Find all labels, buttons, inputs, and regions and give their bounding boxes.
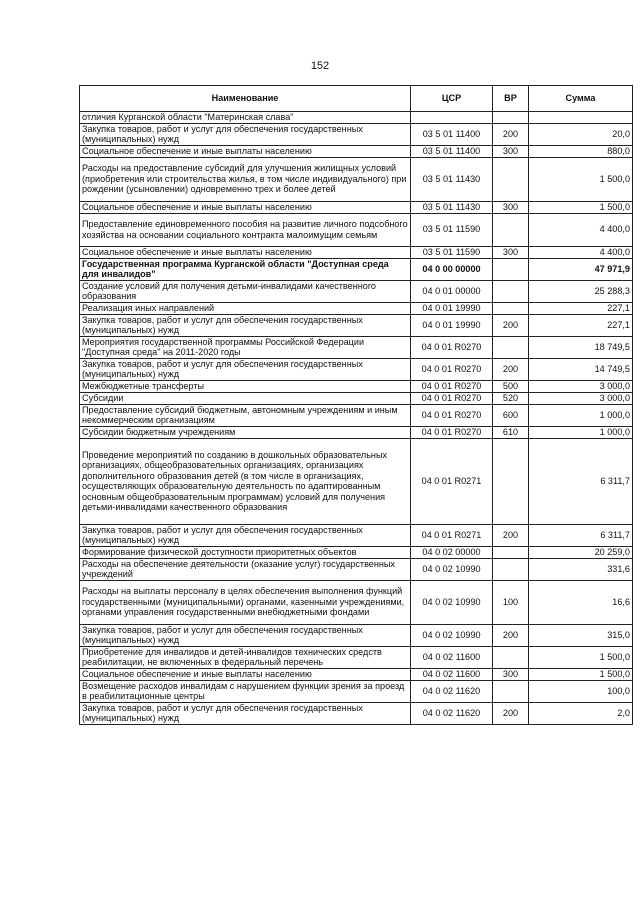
table-row (80, 426, 633, 438)
table-header-row (80, 86, 633, 112)
row-name-cell: Закупка товаров, работ и услуг для обеспечения государственных (муниципальных) нужд (80, 524, 411, 546)
row-vr-cell: 300 (493, 201, 529, 213)
row-sum-cell: 100,0 (529, 680, 633, 702)
row-vr-cell: 300 (493, 668, 529, 680)
table-body (80, 112, 633, 725)
row-csr-cell: 03 5 01 11590 (411, 213, 493, 246)
row-name-cell: Закупка товаров, работ и услуг для обеспечения государственных (муниципальных) нужд (80, 123, 411, 145)
row-csr-cell: 04 0 02 11600 (411, 668, 493, 680)
row-vr-cell: 610 (493, 426, 529, 438)
row-sum-cell: 47 971,9 (529, 258, 633, 280)
table-row (80, 404, 633, 426)
row-name-cell: Расходы на выплаты персоналу в целях обеспечения выполнения функций государственными (муниципальными) органами, казенными учреждениями, органами управления государственными внебюджетными фондами (80, 580, 411, 624)
table-row (80, 314, 633, 336)
row-sum-cell: 227,1 (529, 314, 633, 336)
table-row (80, 380, 633, 392)
row-vr-cell (493, 558, 529, 580)
budget-table (79, 85, 633, 725)
row-csr-cell: 04 0 01 00000 (411, 280, 493, 302)
table-row (80, 524, 633, 546)
row-csr-cell: 03 5 01 11590 (411, 246, 493, 258)
row-csr-cell: 04 0 02 10990 (411, 624, 493, 646)
row-csr-cell: 03 5 01 11400 (411, 145, 493, 157)
table-row (80, 336, 633, 358)
table-row (80, 438, 633, 524)
row-csr-cell: 04 0 01 19990 (411, 302, 493, 314)
row-sum-cell: 20 259,0 (529, 546, 633, 558)
row-name-cell: Реализация иных направлений (80, 302, 411, 314)
row-csr-cell: 04 0 02 11600 (411, 646, 493, 668)
row-vr-cell: 520 (493, 392, 529, 404)
row-sum-cell: 3 000,0 (529, 392, 633, 404)
row-csr-cell: 03 5 01 11430 (411, 157, 493, 201)
row-sum-cell: 1 500,0 (529, 201, 633, 213)
row-vr-cell: 200 (493, 624, 529, 646)
row-name-cell: Закупка товаров, работ и услуг для обеспечения государственных (муниципальных) нужд (80, 358, 411, 380)
table-row (80, 302, 633, 314)
header-csr: ЦСР (411, 86, 493, 112)
table-row (80, 213, 633, 246)
table-row (80, 280, 633, 302)
row-name-cell: Государственная программа Курганской области "Доступная среда для инвалидов" (80, 258, 411, 280)
table-row (80, 624, 633, 646)
row-csr-cell: 03 5 01 11400 (411, 123, 493, 145)
row-csr-cell: 04 0 02 11620 (411, 680, 493, 702)
table-row (80, 201, 633, 213)
row-csr-cell: 04 0 00 00000 (411, 258, 493, 280)
row-vr-cell: 200 (493, 702, 529, 724)
row-name-cell: Формирование физической доступности приоритетных объектов (80, 546, 411, 558)
table-row (80, 558, 633, 580)
row-vr-cell: 300 (493, 246, 529, 258)
row-csr-cell: 04 0 02 10990 (411, 558, 493, 580)
header-vr: ВР (493, 86, 529, 112)
row-sum-cell: 20,0 (529, 123, 633, 145)
row-vr-cell (493, 302, 529, 314)
row-vr-cell (493, 438, 529, 524)
row-sum-cell: 1 000,0 (529, 426, 633, 438)
row-sum-cell: 1 500,0 (529, 646, 633, 668)
header-sum: Сумма (529, 86, 633, 112)
row-sum-cell: 4 400,0 (529, 213, 633, 246)
row-name-cell: Приобретение для инвалидов и детей-инвалидов технических средств реабилитации, не включенных в федеральный перечень (80, 646, 411, 668)
row-sum-cell: 25 288,3 (529, 280, 633, 302)
row-csr-cell: 04 0 01 R0271 (411, 524, 493, 546)
row-name-cell: Проведение мероприятий по созданию в дошкольных образовательных организациях, общеобразовательных организациях, организациях дополнительного образования детей (в том числе в организациях, осуществляющих образовательную деятельность по адаптированным основным общеобразовательным программам) условий для получения детьми-инвалидами качественного образования (80, 438, 411, 524)
row-name-cell: Социальное обеспечение и иные выплаты населению (80, 145, 411, 157)
row-vr-cell: 200 (493, 314, 529, 336)
row-sum-cell: 315,0 (529, 624, 633, 646)
row-name-cell: Закупка товаров, работ и услуг для обеспечения государственных (муниципальных) нужд (80, 624, 411, 646)
row-csr-cell: 04 0 01 R0271 (411, 438, 493, 524)
row-sum-cell: 16,6 (529, 580, 633, 624)
row-name-cell: Закупка товаров, работ и услуг для обеспечения государственных (муниципальных) нужд (80, 702, 411, 724)
row-csr-cell: 04 0 01 R0270 (411, 380, 493, 392)
row-sum-cell: 227,1 (529, 302, 633, 314)
row-sum-cell (529, 112, 633, 124)
row-sum-cell: 6 311,7 (529, 524, 633, 546)
row-sum-cell: 331,6 (529, 558, 633, 580)
row-vr-cell (493, 646, 529, 668)
row-csr-cell: 04 0 01 R0270 (411, 392, 493, 404)
table-row (80, 123, 633, 145)
row-sum-cell: 4 400,0 (529, 246, 633, 258)
row-name-cell: Межбюджетные трансферты (80, 380, 411, 392)
row-vr-cell: 600 (493, 404, 529, 426)
row-vr-cell (493, 258, 529, 280)
row-csr-cell: 04 0 02 10990 (411, 580, 493, 624)
row-vr-cell: 100 (493, 580, 529, 624)
row-csr-cell: 04 0 02 11620 (411, 702, 493, 724)
row-name-cell: Мероприятия государственной программы Российской Федерации "Доступная среда" на 2011-2020 годы (80, 336, 411, 358)
table-row (80, 546, 633, 558)
row-csr-cell: 04 0 01 19990 (411, 314, 493, 336)
row-name-cell: Предоставление единовременного пособия на развитие личного подсобного хозяйства на основании социального контракта малоимущим семьям (80, 213, 411, 246)
row-name-cell: Расходы на обеспечение деятельности (оказание услуг) государственных учреждений (80, 558, 411, 580)
row-name-cell: Социальное обеспечение и иные выплаты населению (80, 668, 411, 680)
table-row (80, 112, 633, 124)
row-sum-cell: 3 000,0 (529, 380, 633, 392)
row-csr-cell: 04 0 01 R0270 (411, 404, 493, 426)
row-vr-cell (493, 280, 529, 302)
row-sum-cell: 1 000,0 (529, 404, 633, 426)
row-sum-cell: 880,0 (529, 145, 633, 157)
row-vr-cell (493, 546, 529, 558)
row-vr-cell (493, 157, 529, 201)
row-name-cell: отличия Курганской области "Материнская слава" (80, 112, 411, 124)
table-row (80, 392, 633, 404)
row-name-cell: Субсидии бюджетным учреждениям (80, 426, 411, 438)
table-row (80, 358, 633, 380)
row-csr-cell: 04 0 01 R0270 (411, 358, 493, 380)
row-sum-cell: 1 500,0 (529, 668, 633, 680)
row-name-cell: Расходы на предоставление субсидий для улучшения жилищных условий (приобретения или строительства жилья, в том числе индивидуального) при рождении (усыновлении) одновременно трех и более детей (80, 157, 411, 201)
table-row (80, 702, 633, 724)
row-csr-cell (411, 112, 493, 124)
header-name: Наименование (80, 86, 411, 112)
row-vr-cell (493, 213, 529, 246)
row-name-cell: Субсидии (80, 392, 411, 404)
table-row (80, 668, 633, 680)
table-row (80, 680, 633, 702)
row-vr-cell (493, 112, 529, 124)
row-name-cell: Предоставление субсидий бюджетным, автономным учреждениям и иным некоммерческим организациям (80, 404, 411, 426)
row-csr-cell: 04 0 01 R0270 (411, 336, 493, 358)
row-sum-cell: 18 749,5 (529, 336, 633, 358)
table-row (80, 145, 633, 157)
table-row (80, 258, 633, 280)
row-csr-cell: 03 5 01 11430 (411, 201, 493, 213)
table-row (80, 246, 633, 258)
row-csr-cell: 04 0 02 00000 (411, 546, 493, 558)
row-name-cell: Создание условий для получения детьми-инвалидами качественного образования (80, 280, 411, 302)
table-row (80, 646, 633, 668)
row-sum-cell: 14 749,5 (529, 358, 633, 380)
row-name-cell: Закупка товаров, работ и услуг для обеспечения государственных (муниципальных) нужд (80, 314, 411, 336)
row-vr-cell (493, 680, 529, 702)
row-vr-cell: 500 (493, 380, 529, 392)
row-csr-cell: 04 0 01 R0270 (411, 426, 493, 438)
table-row (80, 157, 633, 201)
row-sum-cell: 6 311,7 (529, 438, 633, 524)
row-name-cell: Возмещение расходов инвалидам с нарушением функции зрения за проезд в реабилитационные центры (80, 680, 411, 702)
row-name-cell: Социальное обеспечение и иные выплаты населению (80, 201, 411, 213)
table-row (80, 580, 633, 624)
row-vr-cell: 300 (493, 145, 529, 157)
row-vr-cell: 200 (493, 524, 529, 546)
row-sum-cell: 1 500,0 (529, 157, 633, 201)
row-name-cell: Социальное обеспечение и иные выплаты населению (80, 246, 411, 258)
page-number: 152 (310, 60, 330, 72)
row-vr-cell (493, 336, 529, 358)
row-vr-cell: 200 (493, 358, 529, 380)
row-sum-cell: 2,0 (529, 702, 633, 724)
row-vr-cell: 200 (493, 123, 529, 145)
